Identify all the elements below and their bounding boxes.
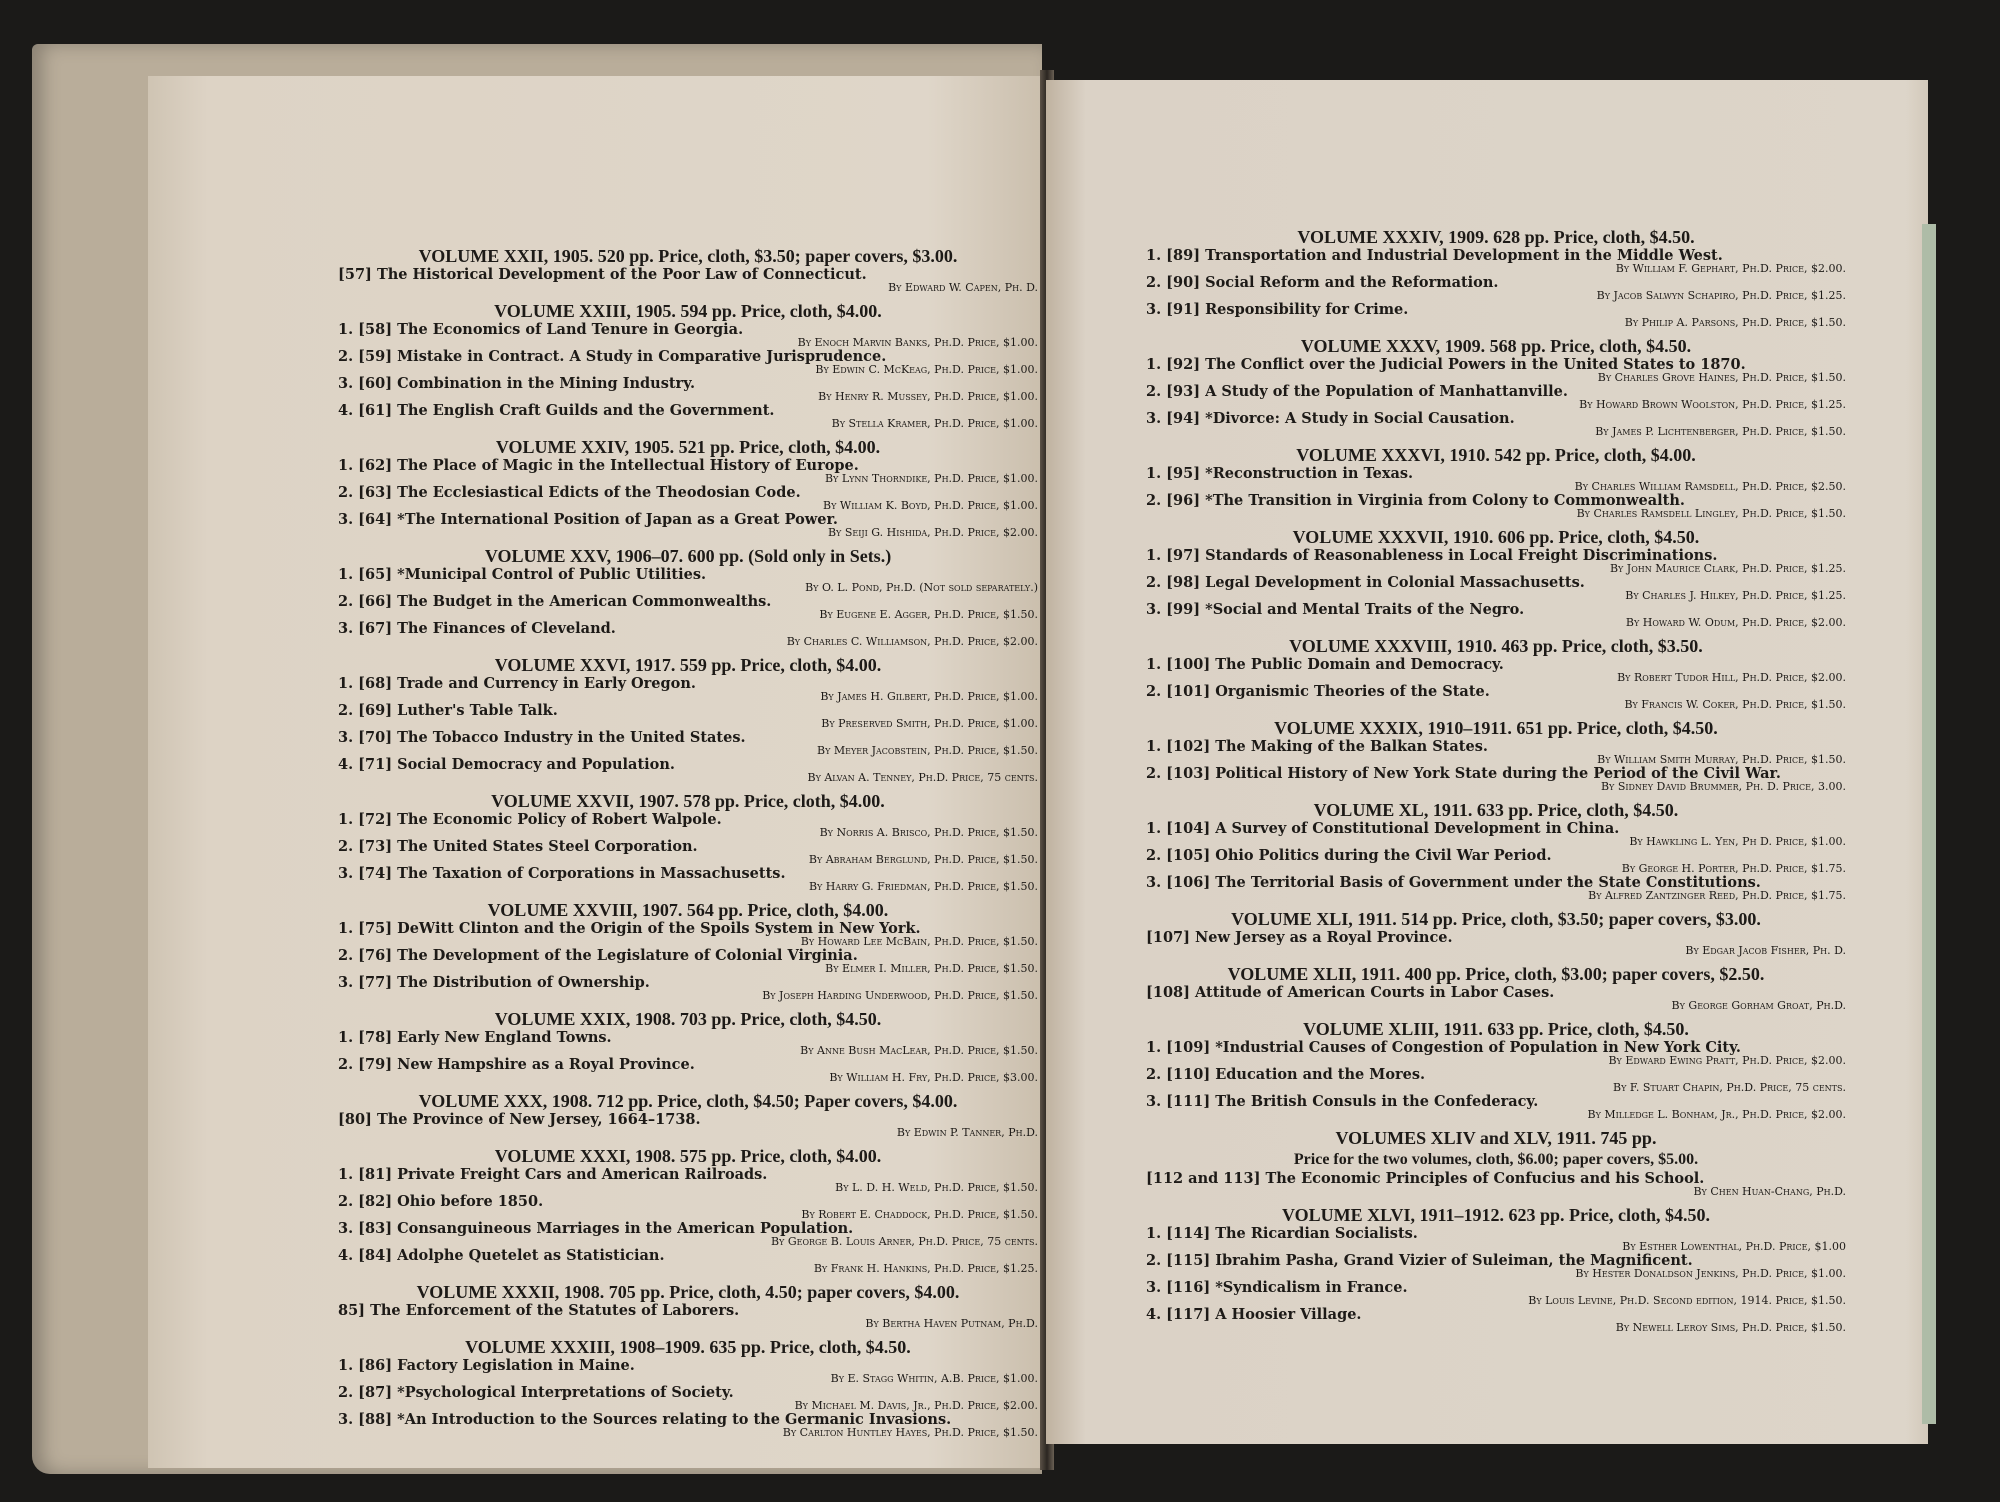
- catalog-entry: [1146, 275, 1846, 302]
- volume-heading: VOLUME XXV, 1906–07. 600 pp. (Sold only in Sets.): [484, 546, 892, 566]
- entry-title: 2. [103] Political History of New York State during the Period of the Civil War.: [1146, 765, 1781, 782]
- catalog-entry: [338, 1112, 1038, 1139]
- entry-title: 1. [104] A Survey of Constitutional Development in China.: [1146, 820, 1620, 837]
- catalog-entry: [338, 1358, 1038, 1385]
- entry-title: 1. [75] DeWitt Clinton and the Origin of the Spoils System in New York.: [338, 920, 921, 937]
- entry-author-price: By Bertha Haven Putnam, Ph.D.: [865, 1317, 1038, 1330]
- entry-title: 1. [65] *Municipal Control of Public Utilities.: [338, 566, 707, 583]
- entry-author-price: By Louis Levine, Ph.D. Second edition, 1914. Price, $1.50.: [1528, 1294, 1846, 1307]
- catalog-entry: [1146, 985, 1846, 1012]
- entry-title: 2. [105] Ohio Politics during the Civil War Period.: [1146, 847, 1552, 864]
- entry-author-price: By Charles Grove Haines, Ph.D. Price, $1.50.: [1597, 371, 1846, 384]
- entry-author-price: By William Smith Murray, Ph.D. Price, $1.50.: [1597, 753, 1846, 766]
- entry-author-price: By James H. Gilbert, Ph.D. Price, $1.00.: [820, 690, 1038, 703]
- entry-title: 2. [69] Luther's Table Talk.: [338, 702, 558, 719]
- catalog-entry: [338, 1303, 1038, 1330]
- entry-author-price: By Harry G. Friedman, Ph.D. Price, $1.50.: [808, 880, 1038, 893]
- entry-author-price: By Howard Lee McBain, Ph.D. Price, $1.50.: [800, 935, 1038, 948]
- catalog-entry: [338, 948, 1038, 975]
- catalog-entry: [1146, 821, 1846, 848]
- entry-title: 1. [72] The Economic Policy of Robert Walpole.: [338, 811, 722, 828]
- catalog-entry: [338, 1221, 1038, 1248]
- entry-author-price: By Charles Ramsdell Lingley, Ph.D. Price, $1.50.: [1576, 507, 1846, 520]
- catalog-entry: [1146, 302, 1846, 329]
- catalog-entry: [1146, 739, 1846, 766]
- volume-heading: VOLUME XXXIX, 1910–1911. 651 pp. Price, cloth, $4.50.: [1274, 718, 1718, 738]
- volume-heading: VOLUME XLII, 1911. 400 pp. Price, cloth, $3.00; paper covers, $2.50.: [1227, 964, 1765, 984]
- entry-author-price: By Francis W. Coker, Ph.D. Price, $1.50.: [1624, 698, 1846, 711]
- catalog-entry: [1146, 1253, 1846, 1280]
- volume-heading: VOLUMES XLIV and XLV, 1911. 745 pp.: [1335, 1128, 1657, 1148]
- catalog-entry: [338, 1057, 1038, 1084]
- entry-title: 3. [106] The Territorial Basis of Government under the State Constitutions.: [1146, 874, 1761, 891]
- volume-heading: VOLUME XXII, 1905. 520 pp. Price, cloth, $3.50; paper covers, $3.00.: [418, 246, 958, 266]
- entry-title: 1. [81] Private Freight Cars and American Railroads.: [338, 1166, 768, 1183]
- entry-author-price: By Preserved Smith, Ph.D. Price, $1.00.: [821, 717, 1038, 730]
- entry-author-price: By Edgar Jacob Fisher, Ph. D.: [1685, 944, 1846, 957]
- entry-title: 1. [114] The Ricardian Socialists.: [1146, 1225, 1418, 1242]
- catalog-entry: [338, 839, 1038, 866]
- entry-title: 3. [94] *Divorce: A Study in Social Causation.: [1146, 410, 1515, 427]
- cover-edge: [1922, 224, 1936, 1424]
- volume-heading: VOLUME XXXVI, 1910. 542 pp. Price, cloth, $4.00.: [1296, 445, 1696, 465]
- entry-author-price: By Anne Bush MacLear, Ph.D. Price, $1.50.: [800, 1044, 1038, 1057]
- entry-title: [112 and 113] The Economic Principles of Confucius and his School.: [1146, 1170, 1705, 1187]
- entry-title: 2. [101] Organismic Theories of the State.: [1146, 683, 1490, 700]
- catalog-entry: [338, 812, 1038, 839]
- catalog-entry: [338, 757, 1038, 784]
- entry-author-price: By E. Stagg Whitin, A.B. Price, $1.00.: [830, 1372, 1038, 1385]
- catalog-entry: [338, 594, 1038, 621]
- entry-title: 3. [67] The Finances of Cleveland.: [338, 620, 616, 637]
- entry-title: 1. [62] The Place of Magic in the Intellectual History of Europe.: [338, 457, 859, 474]
- entry-author-price: By George H. Porter, Ph.D. Price, $1.75.: [1621, 862, 1846, 875]
- entry-author-price: By Charles William Ramsdell, Ph.D. Price, $2.50.: [1574, 480, 1846, 493]
- entry-author-price: By James P. Lichtenberger, Ph.D. Price, $1.50.: [1595, 425, 1846, 438]
- entry-title: 1. [92] The Conflict over the Judicial Powers in the United States to 1870.: [1146, 356, 1746, 373]
- volume-heading: VOLUME XXVII, 1907. 578 pp. Price, cloth, $4.00.: [491, 791, 885, 811]
- entry-author-price: By Robert Tudor Hill, Ph.D. Price, $2.00.: [1617, 671, 1846, 684]
- catalog-entry: [1146, 1067, 1846, 1094]
- catalog-entry: [338, 621, 1038, 648]
- entry-author-price: By Michael M. Davis, Jr., Ph.D. Price, $2.00.: [794, 1399, 1038, 1412]
- catalog-entry: [1146, 1171, 1846, 1198]
- catalog-entry: [1146, 1280, 1846, 1307]
- entry-author-price: By Alfred Zantzinger Reed, Ph.D. Price, $1.75.: [1588, 889, 1846, 902]
- volume-heading: VOLUME XXXI, 1908. 575 pp. Price, cloth, $4.00.: [494, 1146, 882, 1166]
- entry-author-price: By George B. Louis Arner, Ph.D. Price, 75 cents.: [770, 1235, 1038, 1248]
- entry-author-price: By Henry R. Mussey, Ph.D. Price, $1.00.: [818, 390, 1038, 403]
- entry-title: 1. [109] *Industrial Causes of Congestion of Population in New York City.: [1146, 1039, 1741, 1056]
- catalog-entry: [1146, 548, 1846, 575]
- entry-author-price: By Edward W. Capen, Ph. D.: [888, 281, 1038, 294]
- entry-author-price: By George Gorham Groat, Ph.D.: [1671, 999, 1846, 1012]
- entry-author-price: By Stella Kramer, Ph.D. Price, $1.00.: [831, 417, 1038, 430]
- entry-title: 2. [79] New Hampshire as a Royal Province.: [338, 1056, 695, 1073]
- entry-author-price: By Robert E. Chaddock, Ph.D. Price, $1.50.: [801, 1208, 1038, 1221]
- catalog-entry: [338, 1194, 1038, 1221]
- volume-heading: VOLUME XXXVIII, 1910. 463 pp. Price, cloth, $3.50.: [1289, 636, 1703, 656]
- entry-author-price: By Philip A. Parsons, Ph.D. Price, $1.50.: [1624, 316, 1846, 329]
- entry-author-price: By Charles J. Hilkey, Ph.D. Price, $1.25.: [1625, 589, 1846, 602]
- catalog-entry: [1146, 875, 1846, 902]
- entry-title: [107] New Jersey as a Royal Province.: [1146, 929, 1453, 946]
- entry-title: 3. [60] Combination in the Mining Industry.: [338, 375, 696, 392]
- entry-author-price: By William K. Boyd, Ph.D. Price, $1.00.: [823, 499, 1038, 512]
- catalog-entry: [1146, 575, 1846, 602]
- entry-title: 2. [59] Mistake in Contract. A Study in Comparative Jurisprudence.: [338, 348, 887, 365]
- entry-author-price: By Hawkling L. Yen, Ph D. Price, $1.00.: [1629, 835, 1846, 848]
- entry-author-price: By Howard Brown Woolston, Ph.D. Price, $1.25.: [1579, 398, 1846, 411]
- entry-author-price: By Newell Leroy Sims, Ph.D. Price, $1.50.: [1615, 1321, 1846, 1334]
- entry-author-price: By O. L. Pond, Ph.D. (Not sold separately.): [805, 581, 1038, 594]
- catalog-entry: [1146, 766, 1846, 793]
- volume-heading: VOLUME XXXIII, 1908–1909. 635 pp. Price, cloth, $4.50.: [465, 1337, 911, 1357]
- catalog-entry: [338, 512, 1038, 539]
- entry-title: 3. [77] The Distribution of Ownership.: [338, 974, 650, 991]
- volume-heading: VOLUME XLVI, 1911–1912. 623 pp. Price, cloth, $4.50.: [1282, 1205, 1710, 1225]
- entry-title: 2. [63] The Ecclesiastical Edicts of the Theodosian Code.: [338, 484, 801, 501]
- volume-heading: VOLUME XXXIV, 1909. 628 pp. Price, cloth, $4.50.: [1297, 227, 1695, 247]
- entry-title: 3. [70] The Tobacco Industry in the United States.: [338, 729, 746, 746]
- entry-title: 3. [74] The Taxation of Corporations in Massachusetts.: [338, 865, 786, 882]
- entry-author-price: By Jacob Salwyn Schapiro, Ph.D. Price, $1.25.: [1596, 289, 1846, 302]
- entry-title: 85] The Enforcement of the Statutes of Laborers.: [338, 1302, 740, 1319]
- catalog-entry: [338, 322, 1038, 349]
- catalog-entry: [1146, 384, 1846, 411]
- entry-title: 2. [93] A Study of the Population of Manhattanville.: [1146, 383, 1568, 400]
- entry-title: 2. [66] The Budget in the American Commonwealths.: [338, 593, 772, 610]
- entry-title: 2. [73] The United States Steel Corporation.: [338, 838, 698, 855]
- catalog-entry: [338, 866, 1038, 893]
- entry-title: 2. [110] Education and the Mores.: [1146, 1066, 1426, 1083]
- entry-author-price: By William H. Fry, Ph.D. Price, $3.00.: [829, 1071, 1038, 1084]
- entry-title: 3. [83] Consanguineous Marriages in the American Population.: [338, 1220, 854, 1237]
- catalog-entry: [1146, 602, 1846, 629]
- entry-title: 3. [88] *An Introduction to the Sources relating to the Germanic Invasions.: [338, 1411, 952, 1428]
- catalog-entry: [338, 1248, 1038, 1275]
- entry-title: 4. [117] A Hoosier Village.: [1146, 1306, 1362, 1323]
- catalog-entry: [1146, 848, 1846, 875]
- entry-author-price: By Seiji G. Hishida, Ph.D. Price, $2.00.: [827, 526, 1038, 539]
- catalog-entry: [338, 730, 1038, 757]
- volume-subheading: Price for the two volumes, cloth, $6.00; paper covers, $5.00.: [1293, 1151, 1699, 1168]
- entry-title: 2. [98] Legal Development in Colonial Massachusetts.: [1146, 574, 1585, 591]
- catalog-entry: [338, 376, 1038, 403]
- entry-title: 2. [115] Ibrahim Pasha, Grand Vizier of Suleiman, the Magnificent.: [1146, 1252, 1693, 1269]
- entry-author-price: By Esther Lowenthal, Ph.D. Price, $1.00: [1622, 1240, 1846, 1253]
- entry-author-price: By Chen Huan-Chang, Ph.D.: [1693, 1185, 1846, 1198]
- volume-heading: VOLUME XXXV, 1909. 568 pp. Price, cloth, $4.50.: [1300, 336, 1692, 356]
- entry-title: 1. [89] Transportation and Industrial Development in the Middle West.: [1146, 247, 1723, 264]
- volume-heading: VOLUME XXXII, 1908. 705 pp. Price, cloth, 4.50; paper covers, $4.00.: [416, 1282, 960, 1302]
- volume-heading: VOLUME XL, 1911. 633 pp. Price, cloth, $4.50.: [1313, 800, 1679, 820]
- entry-title: 1. [97] Standards of Reasonableness in Local Freight Discriminations.: [1146, 547, 1718, 564]
- entry-title: [80] The Province of New Jersey, 1664–1738.: [338, 1111, 701, 1128]
- entry-author-price: By L. D. H. Weld, Ph.D. Price, $1.50.: [835, 1181, 1038, 1194]
- catalog-entry: [1146, 657, 1846, 684]
- entry-title: 1. [95] *Reconstruction in Texas.: [1146, 465, 1414, 482]
- catalog-entry: [1146, 684, 1846, 711]
- entry-title: 3. [116] *Syndicalism in France.: [1146, 1279, 1408, 1296]
- entry-author-price: By Joseph Harding Underwood, Ph.D. Price, $1.50.: [762, 989, 1038, 1002]
- entry-title: 3. [111] The British Consuls in the Confederacy.: [1146, 1093, 1539, 1110]
- entry-author-price: By F. Stuart Chapin, Ph.D. Price, 75 cents.: [1613, 1081, 1846, 1094]
- catalog-entry: [1146, 466, 1846, 493]
- entry-title: 1. [78] Early New England Towns.: [338, 1029, 612, 1046]
- entry-author-price: By Howard W. Odum, Ph.D. Price, $2.00.: [1625, 616, 1846, 629]
- entry-title: 3. [99] *Social and Mental Traits of the Negro.: [1146, 601, 1525, 618]
- catalog-entry: [338, 703, 1038, 730]
- entry-author-price: By Meyer Jacobstein, Ph.D. Price, $1.50.: [817, 744, 1038, 757]
- volume-heading: VOLUME XXVIII, 1907. 564 pp. Price, cloth, $4.00.: [487, 900, 889, 920]
- entry-title: [108] Attitude of American Courts in Labor Cases.: [1146, 984, 1555, 1001]
- catalog-entry: [1146, 1094, 1846, 1121]
- catalog-entry: [1146, 930, 1846, 957]
- entry-author-price: By Frank H. Hankins, Ph.D. Price, $1.25.: [813, 1262, 1038, 1275]
- catalog-entry: [1146, 1307, 1846, 1334]
- entry-author-price: By Enoch Marvin Banks, Ph.D. Price, $1.00.: [797, 336, 1038, 349]
- entry-author-price: By Lynn Thorndike, Ph.D. Price, $1.00.: [824, 472, 1038, 485]
- entry-author-price: By Carlton Huntley Hayes, Ph.D. Price, $1.50.: [782, 1426, 1038, 1439]
- entry-title: 1. [102] The Making of the Balkan States.: [1146, 738, 1488, 755]
- entry-title: 2. [87] *Psychological Interpretations of Society.: [338, 1384, 734, 1401]
- entry-author-price: By Edwin C. McKeag, Ph.D. Price, $1.00.: [815, 363, 1038, 376]
- catalog-entry: [338, 485, 1038, 512]
- entry-author-price: By Edwin P. Tanner, Ph.D.: [896, 1126, 1038, 1139]
- catalog-entry: [338, 676, 1038, 703]
- volume-heading: VOLUME XXIX, 1908. 703 pp. Price, cloth, $4.50.: [494, 1009, 882, 1029]
- entry-title: 1. [100] The Public Domain and Democracy.: [1146, 656, 1504, 673]
- entry-title: 4. [84] Adolphe Quetelet as Statistician.: [338, 1247, 665, 1264]
- catalog-entry: [338, 349, 1038, 376]
- entry-title: 1. [68] Trade and Currency in Early Oregon.: [338, 675, 696, 692]
- entry-title: 4. [71] Social Democracy and Population.: [338, 756, 675, 773]
- entry-author-price: By Milledge L. Bonham, Jr., Ph.D. Price, $2.00.: [1587, 1108, 1846, 1121]
- entry-title: 1. [86] Factory Legislation in Maine.: [338, 1357, 635, 1374]
- volume-heading: VOLUME XXVI, 1917. 559 pp. Price, cloth, $4.00.: [494, 655, 882, 675]
- entry-author-price: By Alvan A. Tenney, Ph.D. Price, 75 cents.: [807, 771, 1038, 784]
- entry-title: 3. [64] *The International Position of Japan as a Great Power.: [338, 511, 838, 528]
- entry-author-price: By Sidney David Brummer, Ph. D. Price, 3.00.: [1600, 780, 1846, 793]
- catalog-entry: [1146, 411, 1846, 438]
- right-page-column: [1146, 220, 1846, 1334]
- entry-title: 4. [61] The English Craft Guilds and the Government.: [338, 402, 775, 419]
- entry-author-price: By Abraham Berglund, Ph.D. Price, $1.50.: [808, 853, 1038, 866]
- catalog-entry: [1146, 1040, 1846, 1067]
- catalog-entry: [338, 975, 1038, 1002]
- right-page: [1046, 80, 1928, 1444]
- entry-author-price: By Eugene E. Agger, Ph.D. Price, $1.50.: [819, 608, 1038, 621]
- entry-title: 2. [90] Social Reform and the Reformation.: [1146, 274, 1499, 291]
- entry-author-price: By Edward Ewing Pratt, Ph.D. Price, $2.00.: [1608, 1054, 1846, 1067]
- entry-title: 2. [82] Ohio before 1850.: [338, 1193, 544, 1210]
- volume-heading: VOLUME XLI, 1911. 514 pp. Price, cloth, $3.50; paper covers, $3.00.: [1231, 909, 1761, 929]
- volume-heading: VOLUME XXIV, 1905. 521 pp. Price, cloth, $4.00.: [495, 437, 881, 457]
- catalog-entry: [338, 921, 1038, 948]
- entry-title: 2. [96] *The Transition in Virginia from Colony to Commonwealth.: [1146, 492, 1685, 509]
- entry-author-price: By Elmer I. Miller, Ph.D. Price, $1.50.: [825, 962, 1038, 975]
- catalog-entry: [1146, 248, 1846, 275]
- catalog-entry: [338, 1385, 1038, 1412]
- catalog-entry: [338, 1167, 1038, 1194]
- catalog-entry: [338, 567, 1038, 594]
- volume-heading: VOLUME XLIII, 1911. 633 pp. Price, cloth, $4.50.: [1303, 1019, 1689, 1039]
- volume-heading: VOLUME XXIII, 1905. 594 pp. Price, cloth, $4.00.: [494, 301, 882, 321]
- left-page-column: [338, 239, 1038, 1439]
- entry-title: 2. [76] The Development of the Legislature of Colonial Virginia.: [338, 947, 858, 964]
- volume-heading: VOLUME XXX, 1908. 712 pp. Price, cloth, $4.50; Paper covers, $4.00.: [418, 1091, 958, 1111]
- entry-title: [57] The Historical Development of the Poor Law of Connecticut.: [338, 266, 867, 283]
- entry-author-price: By Norris A. Brisco, Ph.D. Price, $1.50.: [819, 826, 1038, 839]
- entry-author-price: By Hester Donaldson Jenkins, Ph.D. Price, $1.00.: [1575, 1267, 1846, 1280]
- entry-title: 3. [91] Responsibility for Crime.: [1146, 301, 1409, 318]
- catalog-entry: [1146, 357, 1846, 384]
- catalog-entry: [1146, 493, 1846, 520]
- catalog-entry: [1146, 1226, 1846, 1253]
- catalog-entry: [338, 458, 1038, 485]
- entry-author-price: By William F. Gephart, Ph.D. Price, $2.00.: [1615, 262, 1846, 275]
- entry-author-price: By John Maurice Clark, Ph.D. Price, $1.25.: [1609, 562, 1846, 575]
- catalog-entry: [338, 267, 1038, 294]
- catalog-entry: [338, 1412, 1038, 1439]
- entry-title: 1. [58] The Economics of Land Tenure in Georgia.: [338, 321, 744, 338]
- catalog-entry: [338, 1030, 1038, 1057]
- catalog-entry: [338, 403, 1038, 430]
- left-page: [148, 76, 1050, 1468]
- entry-author-price: By Charles C. Williamson, Ph.D. Price, $2.00.: [786, 635, 1038, 648]
- volume-heading: VOLUME XXXVII, 1910. 606 pp. Price, cloth, $4.50.: [1292, 527, 1700, 547]
